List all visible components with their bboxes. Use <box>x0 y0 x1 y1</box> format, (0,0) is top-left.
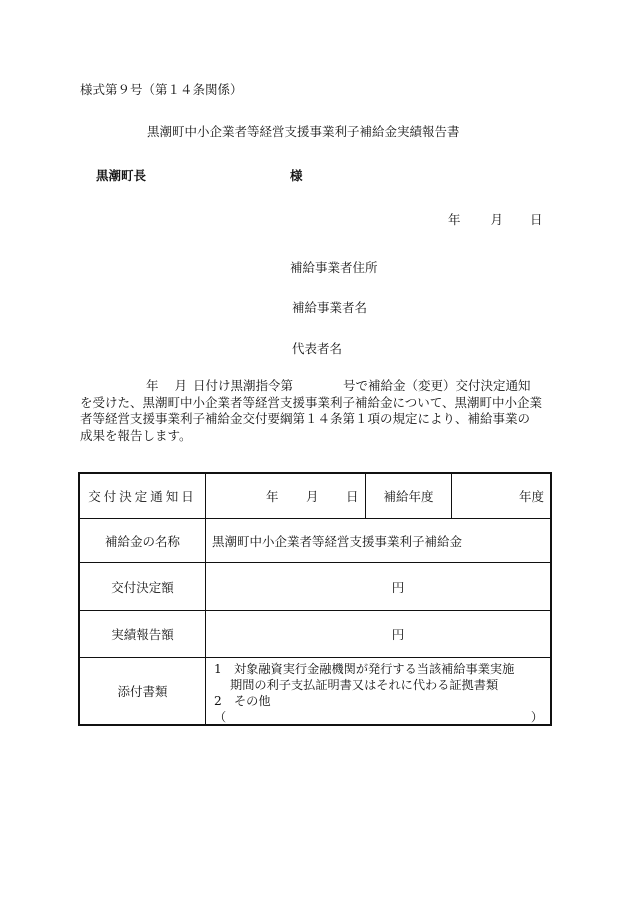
addressee: 黒潮町長 <box>96 168 147 183</box>
table-row-subsidy-name <box>80 519 550 563</box>
decision-amount-unit: 円 <box>391 579 405 595</box>
label-decision-amount <box>80 563 206 610</box>
attachment-item: 2 その他 <box>214 694 271 708</box>
label-report-amount-text: 実績報告額 <box>111 627 174 642</box>
table-row-attachments <box>80 658 550 724</box>
label-attachments-text: 添付書類 <box>117 684 168 699</box>
applicant-address-label: 補給事業者住所 <box>290 260 378 275</box>
label-report-amount <box>80 611 206 657</box>
attachment-item: 期間の利子支払証明書又はそれに代わる証拠書類 <box>214 678 499 692</box>
label-notice-date: 交付決定通知日 <box>80 474 206 518</box>
attachments-list <box>214 658 542 724</box>
report-body-text <box>80 378 542 444</box>
attachment-item: 1 対象融資実行金融機関が発行する当該補給事業実施 <box>214 662 515 676</box>
notice-day: 日 <box>346 489 359 504</box>
table-row-notice-date <box>80 474 550 519</box>
body-month: 月 <box>174 378 188 393</box>
subsidy-name-value: 黒潮町中小企業者等経営支援事業利子補給金 <box>212 533 463 549</box>
applicant-name-label: 補給事業者名 <box>292 300 368 315</box>
notice-year: 年 <box>266 489 279 504</box>
report-amount-field[interactable] <box>206 611 550 657</box>
notice-date-field[interactable] <box>206 474 366 518</box>
date-year: 年 <box>448 212 461 227</box>
report-table <box>78 472 552 726</box>
fiscal-year-field[interactable] <box>452 474 550 518</box>
body-rest: 号で補給金（変更）交付決定通知を受けた、黒潮町中小企業者等経営支援事業利子補給金について、黒潮町中小企業者等経営支援事業利子補給金交付要綱第１４条第１項の規定により、補給事業の成果を報告します。 <box>80 378 543 443</box>
date-day: 日 <box>530 212 543 227</box>
document-title: 黒潮町中小企業者等経営支援事業利子補給金実績報告書 <box>147 124 460 139</box>
table-row-decision-amount <box>80 563 550 611</box>
label-fiscal-year: 補給年度 <box>366 474 452 518</box>
report-amount-unit: 円 <box>391 627 405 642</box>
representative-label: 代表者名 <box>292 341 343 356</box>
honorific: 様 <box>290 168 303 183</box>
decision-amount-field[interactable] <box>206 563 550 610</box>
label-subsidy-name-text: 補給金の名称 <box>104 533 180 549</box>
label-decision-amount-text: 交付決定額 <box>111 579 174 595</box>
fiscal-year-suffix: 年度 <box>518 489 544 504</box>
table-row-report-amount <box>80 611 550 658</box>
label-attachments <box>80 658 206 724</box>
attachment-other-field[interactable]: （ ） <box>214 710 544 724</box>
date-month: 月 <box>490 212 504 227</box>
notice-month: 月 <box>306 489 319 504</box>
body-year: 年 <box>146 378 159 393</box>
form-number: 様式第９号（第１４条関係） <box>80 82 243 97</box>
submission-date <box>448 210 543 228</box>
label-subsidy-name <box>80 519 206 562</box>
body-date-suffix: 日付け黒潮指令第 <box>193 378 294 393</box>
